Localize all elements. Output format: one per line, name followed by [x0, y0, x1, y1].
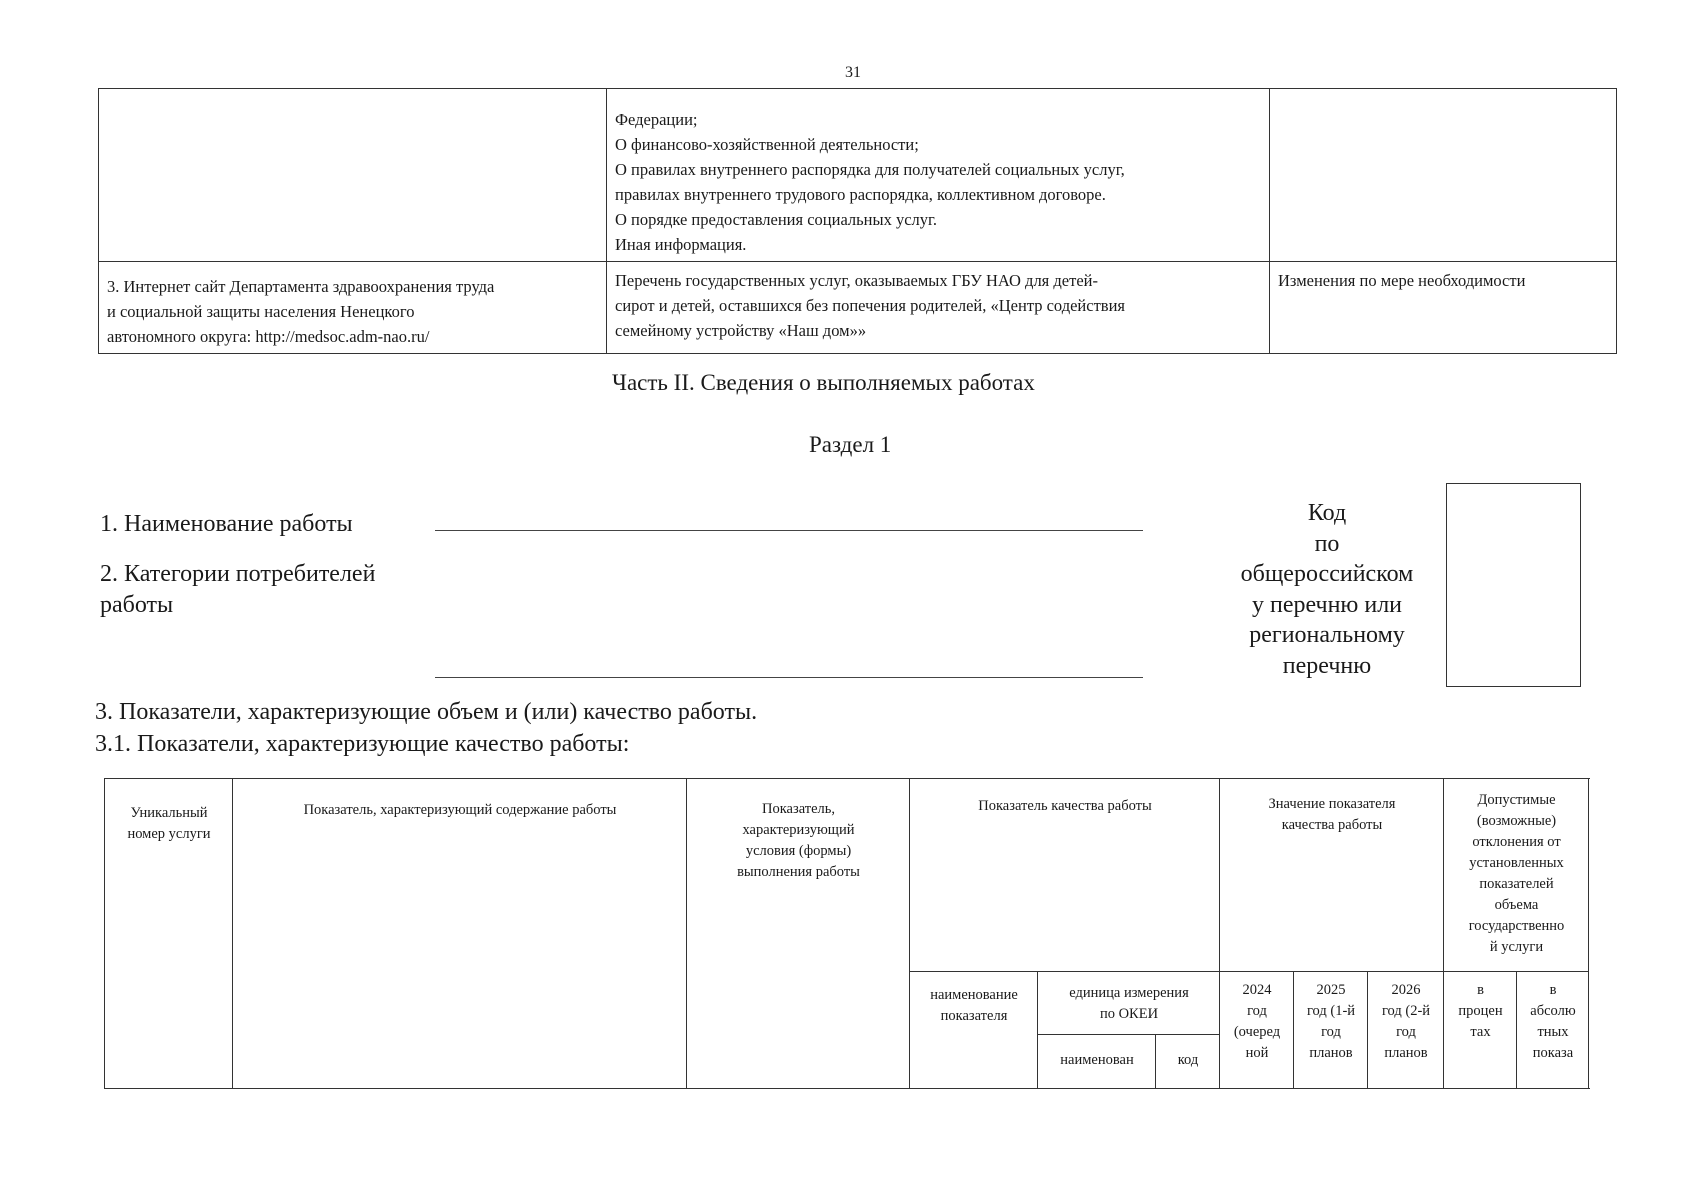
year-2024-header [1221, 980, 1293, 1064]
header-line: 2025 [1316, 982, 1346, 998]
year-2026-header [1369, 980, 1443, 1064]
header-line: 2024 [1242, 982, 1272, 998]
header-line: тных [1537, 1024, 1569, 1040]
info-table [98, 88, 1617, 354]
part-heading: Часть II. Сведения о выполняемых работах [612, 370, 1035, 395]
header-line: государственно [1468, 918, 1565, 934]
quality-heading: 3.1. Показатели, характеризующие качество работы: [95, 731, 630, 757]
header-line: ной [1245, 1045, 1269, 1061]
dev-percent-header [1445, 980, 1516, 1043]
header-line: качества работы [1281, 817, 1383, 833]
text-line: Федерации; [615, 110, 698, 129]
header-line: год (1-й [1306, 1003, 1356, 1019]
table-cell [607, 262, 1270, 354]
table-divider [1443, 778, 1444, 1089]
table-cell [99, 262, 607, 354]
col-conditions-header [688, 799, 909, 883]
text-line: правилах внутреннего трудового распорядка, коллективном договоре. [615, 185, 1106, 204]
sub-unit-header [1039, 983, 1219, 1025]
table-cell [1270, 89, 1617, 262]
text-line: автономного округа: http://medsoc.adm-nao.ru/ [107, 327, 430, 346]
consumers-label-line: работы [100, 592, 174, 618]
header-line: Показатель, [761, 801, 836, 817]
text-line: О порядке предоставления социальных услуг. [615, 210, 938, 229]
header-line: показа [1532, 1045, 1574, 1061]
table-divider [1155, 1034, 1156, 1089]
code-label [1232, 498, 1422, 681]
header-line: 2026 [1391, 982, 1421, 998]
table-divider [1219, 778, 1220, 1089]
work-name-line [435, 530, 1143, 531]
dev-absolute-header [1518, 980, 1588, 1064]
header-line: (возможные) [1476, 813, 1557, 829]
table-divider [1367, 971, 1368, 1089]
table-divider [1037, 1034, 1219, 1035]
header-line: показателей [1479, 876, 1554, 892]
year-2025-header [1295, 980, 1367, 1064]
table-divider [909, 778, 910, 1089]
table-divider [232, 778, 233, 1089]
header-line: абсолю [1530, 1003, 1576, 1019]
header-line: (очеред [1233, 1024, 1281, 1040]
col-deviation-header [1445, 790, 1588, 958]
header-line: выполнения работы [737, 864, 860, 880]
text-line: семейному устройству «Наш дом»» [615, 321, 867, 340]
table-divider [909, 971, 1589, 972]
header-line: год [1321, 1024, 1341, 1040]
header-line: по ОКЕИ [1099, 1006, 1159, 1022]
header-line: в [1477, 982, 1484, 998]
text-line: Иная информация. [615, 235, 747, 254]
header-line: единица измерения [1069, 985, 1189, 1001]
code-label-line: Код [1307, 500, 1347, 526]
header-line: тах [1470, 1024, 1491, 1040]
header-line: условия (формы) [745, 843, 852, 859]
header-line: й услуги [1489, 939, 1544, 955]
table-divider [1293, 971, 1294, 1089]
sub-unit-code-header: код [1177, 1052, 1199, 1068]
table-row [99, 262, 1617, 354]
text-line: 3. Интернет сайт Департамента здравоохранения труда [107, 277, 495, 296]
table-border [104, 778, 1590, 779]
code-label-line: по [1314, 530, 1340, 557]
header-line: процен [1458, 1003, 1503, 1019]
table-border [1588, 778, 1589, 1089]
table-row [99, 89, 1617, 262]
section-heading: Раздел 1 [809, 432, 892, 457]
header-line: объема [1494, 897, 1539, 913]
header-line: показателя [940, 1008, 1008, 1024]
code-label-line: перечню [1282, 652, 1372, 679]
text-line: и социальной защиты населения Ненецкого [107, 302, 415, 321]
consumers-label-line: 2. Категории потребителей [100, 561, 376, 587]
code-label-line: общероссийском [1240, 561, 1414, 587]
table-cell [607, 89, 1270, 262]
col-unique-header [106, 803, 232, 845]
indicators-heading: 3. Показатели, характеризующие объем и (или) качество работы. [95, 699, 758, 725]
code-label-line: у перечню или [1251, 591, 1403, 618]
header-line: Допустимые [1477, 792, 1556, 808]
table-divider [1037, 971, 1038, 1089]
consumers-label [100, 559, 375, 621]
header-line: Значение показателя [1268, 796, 1396, 812]
text-line: сирот и детей, оставшихся без попечения родителей, «Центр содействия [615, 296, 1126, 315]
text-line: О правилах внутреннего распорядка для получателей социальных услуг, [615, 160, 1125, 179]
header-line: планов [1309, 1045, 1353, 1061]
code-label-line: региональному [1249, 622, 1405, 648]
table-divider [686, 778, 687, 1089]
header-line: Уникальный [130, 805, 208, 821]
col-content-header: Показатель, характеризующий содержание работы [303, 802, 617, 818]
consumers-line [435, 677, 1143, 678]
header-line: год [1396, 1024, 1416, 1040]
col-value-header [1221, 794, 1443, 836]
sub-unit-name-header: наименован [1060, 1052, 1134, 1068]
table-border [104, 778, 105, 1089]
header-line: год (2-й [1381, 1003, 1431, 1019]
work-name-label: 1. Наименование работы [100, 511, 353, 537]
header-line: отклонения от [1472, 834, 1561, 850]
header-line: наименование [930, 987, 1018, 1003]
page-number: 31 [845, 64, 861, 81]
col-quality-header: Показатель качества работы [978, 798, 1152, 814]
header-line: планов [1384, 1045, 1428, 1061]
header-line: номер услуги [127, 826, 211, 842]
text-line: О финансово-хозяйственной деятельности; [615, 135, 919, 154]
header-line: установленных [1469, 855, 1564, 871]
table-cell: Изменения по мере необходимости [1270, 262, 1617, 354]
header-line: в [1549, 982, 1557, 998]
table-cell [99, 89, 607, 262]
text-line: Перечень государственных услуг, оказываемых ГБУ НАО для детей- [615, 271, 1098, 290]
sub-name-header [911, 985, 1037, 1027]
header-line: год [1247, 1003, 1267, 1019]
table-divider [1516, 971, 1517, 1089]
header-line: характеризующий [742, 822, 855, 838]
code-box [1446, 483, 1581, 687]
